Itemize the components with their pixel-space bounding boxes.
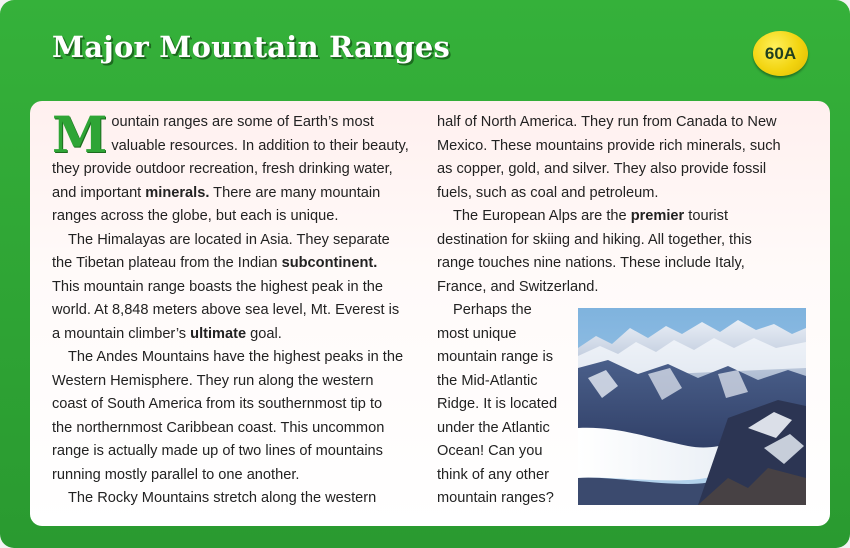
text-line: This mountain range boasts the highest peak in the	[52, 278, 384, 295]
text-line: most unique	[437, 325, 517, 342]
text-line: mountain range is	[437, 349, 554, 365]
text-line: the Tibetan plateau from the Indian subcontinent.	[52, 255, 378, 271]
text-line: range touches nine nations. These include Italy,	[437, 255, 745, 271]
text-line: running mostly parallel to one another.	[52, 466, 300, 483]
text-line: ranges across the globe, but each is unique.	[52, 208, 339, 224]
text-line: Ocean! Can you	[437, 443, 543, 459]
text-line: half of North America. They run from Canada to New	[437, 114, 777, 130]
text-line: world. At 8,848 meters above sea level, Mt. Everest is	[52, 302, 400, 318]
vocab-term: ultimate	[190, 325, 247, 342]
text-line: under the Atlantic	[437, 419, 550, 436]
vocab-term: minerals.	[145, 184, 210, 201]
text-line: Ridge. It is located	[437, 396, 558, 412]
text-line: a mountain climber’s ultimate goal.	[52, 325, 282, 342]
text-line: ountain ranges are some of Earth’s most	[111, 114, 374, 130]
column-left	[52, 105, 422, 511]
text-line: valuable resources. In addition to their beauty,	[111, 137, 409, 154]
page-number-badge: 60A	[753, 31, 808, 76]
text-line: the northernmost Caribbean coast. This uncommon	[52, 419, 385, 436]
text-line: The Rocky Mountains stretch along the western	[68, 490, 377, 506]
text-line: the Mid-Atlantic	[437, 372, 538, 389]
text-line: as copper, gold, and silver. They also provide fossil	[437, 161, 767, 177]
text-line: The Andes Mountains have the highest peaks in the	[68, 349, 404, 365]
page-title: Major Mountain Ranges	[52, 30, 450, 64]
vocab-term: subcontinent.	[281, 255, 378, 271]
mountain-photo	[578, 308, 806, 505]
drop-cap: M	[52, 105, 108, 164]
text-line: Western Hemisphere. They run along the western	[52, 372, 374, 389]
text-line: fuels, such as coal and petroleum.	[437, 184, 659, 201]
vocab-term: premier	[630, 208, 685, 224]
text-line: France, and Switzerland.	[437, 278, 599, 295]
text-line: and important minerals. There are many mountain	[52, 184, 381, 201]
text-line: think of any other	[437, 466, 549, 483]
column-right	[437, 111, 809, 299]
content-panel	[30, 101, 830, 526]
text-line: they provide outdoor recreation, fresh drinking water,	[52, 161, 393, 177]
text-line: The European Alps are the premier tourist	[453, 208, 729, 224]
text-line: The Himalayas are located in Asia. They separate	[68, 231, 390, 248]
text-line: Mexico. These mountains provide rich minerals, such	[437, 137, 781, 154]
text-line: Perhaps the	[453, 302, 532, 318]
text-line: destination for skiing and hiking. All together, this	[437, 231, 752, 248]
text-line: coast of South America from its southernmost tip to	[52, 396, 383, 412]
column-right-wrap	[437, 299, 572, 511]
text-line: range is actually made up of two lines of mountains	[52, 443, 383, 459]
text-line: mountain ranges?	[437, 490, 554, 506]
